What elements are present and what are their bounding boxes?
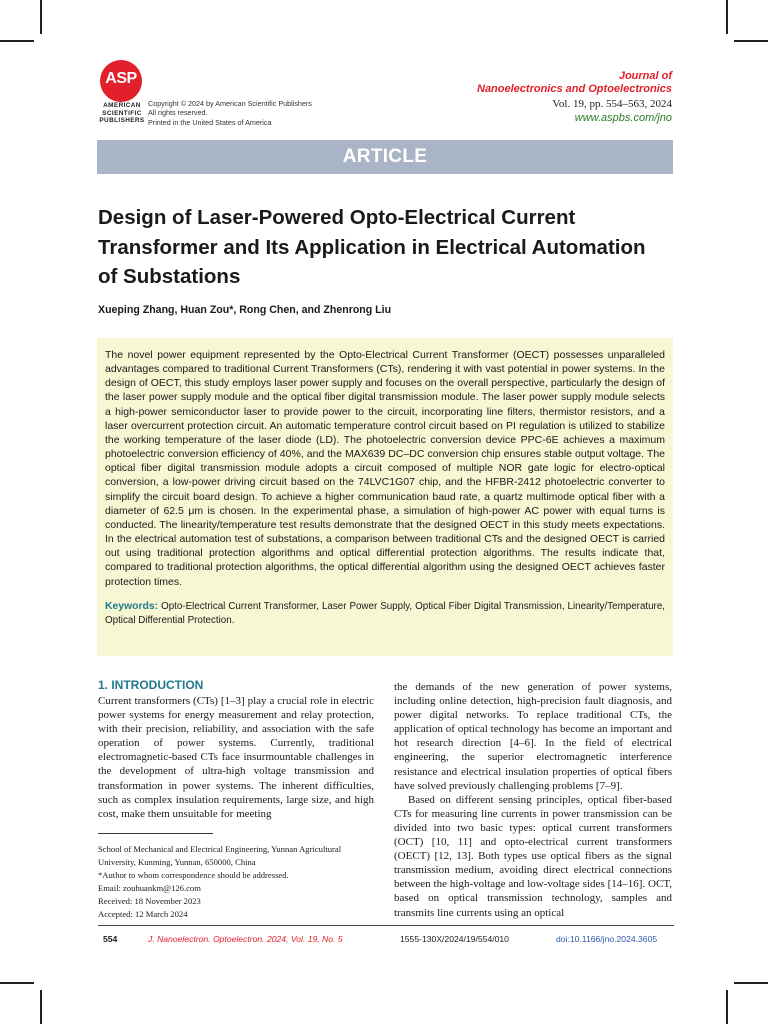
publisher-name-line: PUBLISHERS: [99, 117, 145, 125]
intro-paragraph: Current transformers (CTs) [1–3] play a crucial role in electric power systems for energy measurement and relay protection, with their precision, reliability, and association with the safe operation of power systems. Currently, traditional electromagnetic-based CTs face insurmountable challenges in the development of ultra-high voltage transmission and transformation in power systems. The inherent difficulties, such as complex insulation requirements, large size, and high cost, make them unsuitable for meeting: [98, 695, 374, 820]
issn-code: 1555-130X/2024/19/554/010: [400, 934, 509, 944]
publisher-name-line: SCIENTIFIC: [102, 109, 142, 117]
keywords: [105, 600, 665, 628]
right-column: [394, 680, 672, 920]
doi-link[interactable]: doi:10.1166/jno.2024.3605: [556, 934, 658, 944]
author-list: Xueping Zhang, Huan Zou*, Rong Chen, and Zhenrong Liu: [98, 304, 392, 316]
publisher-header: [96, 58, 396, 128]
section-heading-introduction: 1. INTRODUCTION: [98, 678, 204, 692]
journal-citation: J. Nanoelectron. Optoelectron. 2024, Vol. 19, No. 5: [148, 934, 343, 944]
author-email: Email: zouhuankm@126.com: [98, 882, 201, 893]
copyright-line: Printed in the United States of America: [148, 117, 272, 127]
copyright-notice: [148, 99, 312, 127]
crop-mark: [0, 982, 34, 984]
crop-mark: [734, 982, 768, 984]
footnote-divider: [98, 833, 213, 834]
accepted-date: Accepted: 12 March 2024: [98, 908, 188, 919]
journal-info: [477, 70, 672, 125]
crop-mark: [40, 990, 42, 1024]
publisher-name-line: AMERICAN: [103, 102, 141, 109]
abstract-box: [97, 338, 673, 656]
publisher-name: [96, 102, 148, 125]
journal-name-line1: Journal of: [618, 70, 672, 82]
left-column: [98, 694, 374, 821]
paper-title: Design of Laser-Powered Opto-Electrical Current Transformer and Its Application in Electrical Automation of Substations: [98, 206, 646, 288]
page-number: 554: [103, 934, 118, 944]
keywords-label: Keywords:: [105, 600, 159, 612]
journal-name-line2: Nanoelectronics and Optoelectronics: [477, 83, 672, 95]
copyright-line: All rights reserved.: [148, 108, 208, 118]
crop-mark: [40, 0, 42, 34]
footnotes: [98, 843, 374, 920]
keywords-text: Opto-Electrical Current Transformer, Laser Power Supply, Optical Fiber Digital Transmission, Linearity/Temperature, Optical Differential Protection.: [105, 600, 665, 626]
affiliation: University, Kunming, Yunnan, 650000, China: [98, 856, 256, 867]
asp-logo-text: ASP: [105, 70, 137, 87]
affiliation: School of Mechanical and Electrical Engineering, Yunnan Agricultural: [98, 844, 342, 854]
intro-paragraph: the demands of the new generation of power systems, including online detection, high-precision fault diagnosis, and power digital networks. To replace traditional CTs, the application of optical technology has become an important and hot research direction [4–6]. In the field of electrical engineering, the superior electromagnetic interference resistance and electrical insulation properties of optical fibers have solved previously challenging problems [7–9].: [394, 681, 672, 792]
corresponding-note: *Author to whom correspondence should be addressed.: [98, 869, 289, 880]
received-date: Received: 18 November 2023: [98, 895, 201, 906]
crop-mark: [726, 990, 728, 1024]
crop-mark: [734, 40, 768, 42]
abstract-text: The novel power equipment represented by the Opto-Electrical Current Transformer (OECT) possesses unparalleled advantages compared to traditional Current Transformers (CTs), rendering it with vast potential in power systems. In the design of OECT, this study employs laser power supply and focuses on the overall perspective, particularly the design of the laser power supply module and the optical fiber digital transmission module. The laser power supply module selects a high-power semiconductor laser to provide power to the circuit, incorporating line filters, thermistor resistors, and a laser overcurrent protection circuit. An automatic temperature control circuit based on PI regulation is utilized to stabilize the working temperature of the laser diode (LD). The photoelectric conversion device PPC-6E achieves a maximum photoelectric conversion efficiency of 40%, and the MAX639 DC–DC conversion chip ensures stable output voltage. The optical fiber digital transmission module adopts a circuit composed of multiple NOR gate logic for electro-optical conversion, a low-power driving circuit based on the 74LVC1G07 chip, and the HFBR-2412 photoelectric converter to simplify the circuit board design. To achieve a higher communication baud rate, a quartz multimode optical fiber with a diameter of 62.5 μm is chosen. In the experimental phase, a simulation of high-power AC power with equal turns is conducted. The linearity/temperature test results demonstrate that the designed OECT in this study meets expectations. In the electrical automation test of substations, a comparison between traditional CTs and the designed OECT is carried out using traditional protection algorithms and optical differential protection algorithms. The results indicate that, compared to traditional protection algorithms, the optical differential algorithm using the designed OECT achieves faster protection times.: [105, 349, 665, 588]
crop-mark: [726, 0, 728, 34]
intro-paragraph: Based on different sensing principles, optical fiber-based CTs for measuring line currents in power transmission can be divided into two basic types: optical current transformers (OCT) [10, 11] and opto-electrical current transformers (OECT) [12, 13]. Both types use optical fibers as the signal transmission medium, avoiding direct electrical connections between the high-voltage and low-voltage sides [14–16]. OCT, based on optical transmission technology, samples and transmits line currents using an optical: [394, 793, 672, 919]
copyright-line: Copyright © 2024 by American Scientific Publishers: [148, 99, 312, 108]
crop-mark: [0, 40, 34, 42]
footer-divider: [98, 925, 674, 926]
journal-url-link[interactable]: www.aspbs.com/jno: [574, 112, 672, 124]
journal-volume: Vol. 19, pp. 554–563, 2024: [552, 98, 672, 110]
article-banner: ARTICLE: [97, 140, 673, 174]
